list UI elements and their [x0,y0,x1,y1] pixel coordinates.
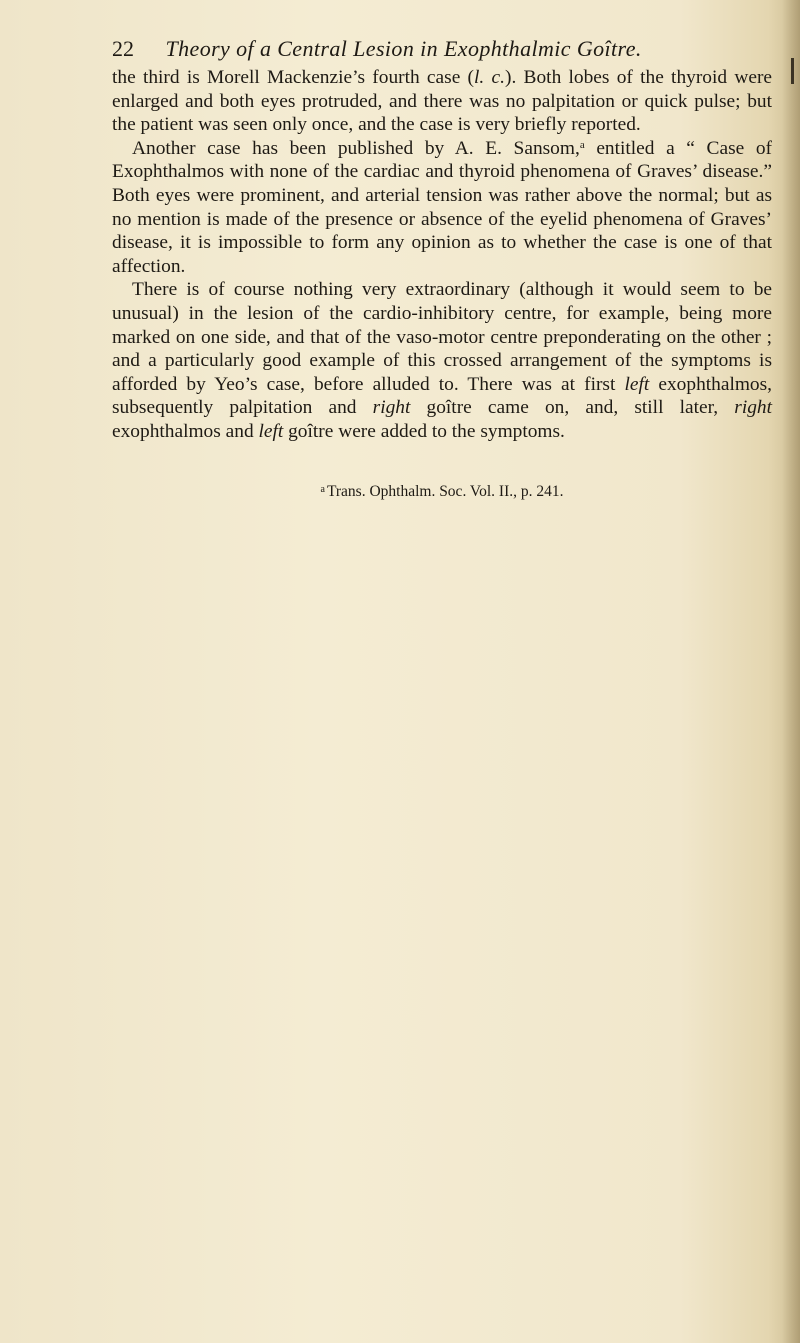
paragraph-3 [112,278,772,443]
text-segment: ). Both lobes of the thyroid were enlarged and both eyes protruded, and there was no palpitation or quick pulse; but the patient was seen only once, and the case is very briefly reported. [112,67,773,136]
running-title: Theory of a Central Lesion in Exophthalmic Goître. [165,36,642,61]
paragraph-2 [112,137,772,279]
footnote-mark: a [320,484,325,495]
text-segment: entitled a “ Case of Exophthalmos with none of the cardiac and thyroid phenomena of Graves’ disease.” Both eyes were prominent, and arterial tension was rather above the normal; but as no mention is made of the presence or absence of the eyelid phenomena of Graves’ disease, it is impossible to form any opinion as to whether the case is one of that affection. [112,137,772,277]
text-segment-italic: l. c. [474,67,505,88]
page-header [112,36,772,62]
text-segment: goître came on, and, still later, [410,397,735,419]
margin-mark [791,58,794,84]
text-segment-italic: left [258,420,284,442]
body-text [112,66,772,444]
paragraph-1 [112,66,772,137]
text-segment: exophthalmos and [112,420,259,442]
page-number: 22 [112,36,134,61]
text-segment: goître were added to the symptoms. [283,420,565,442]
footnote-text: Trans. Ophthalm. Soc. Vol. II., p. 241. [326,483,564,500]
page-edge-shadow [782,0,800,1343]
footnote-reference: a [579,138,585,151]
text-segment: Another case has been published by A. E. Sansom, [132,137,580,159]
text-segment-italic: right [372,397,411,419]
text-segment: There is of course nothing very extraordinary (although it would seem to be unusual) in the lesion of the cardio-inhibitory centre, for example, being more marked on one side, and that of the vaso-motor centre preponderating on the other ; and a particularly good example of this crossed arrangement of the symptoms is afforded by Yeo’s case, before alluded to. There was at first [112,279,772,395]
text-segment: exophthalmos, subsequently palpitation and [112,373,773,419]
text-segment: the third is Morell Mackenzie’s fourth case ( [112,67,475,88]
text-segment-italic: right [734,397,772,419]
footnote [112,480,772,502]
text-segment-italic: left [624,373,650,395]
